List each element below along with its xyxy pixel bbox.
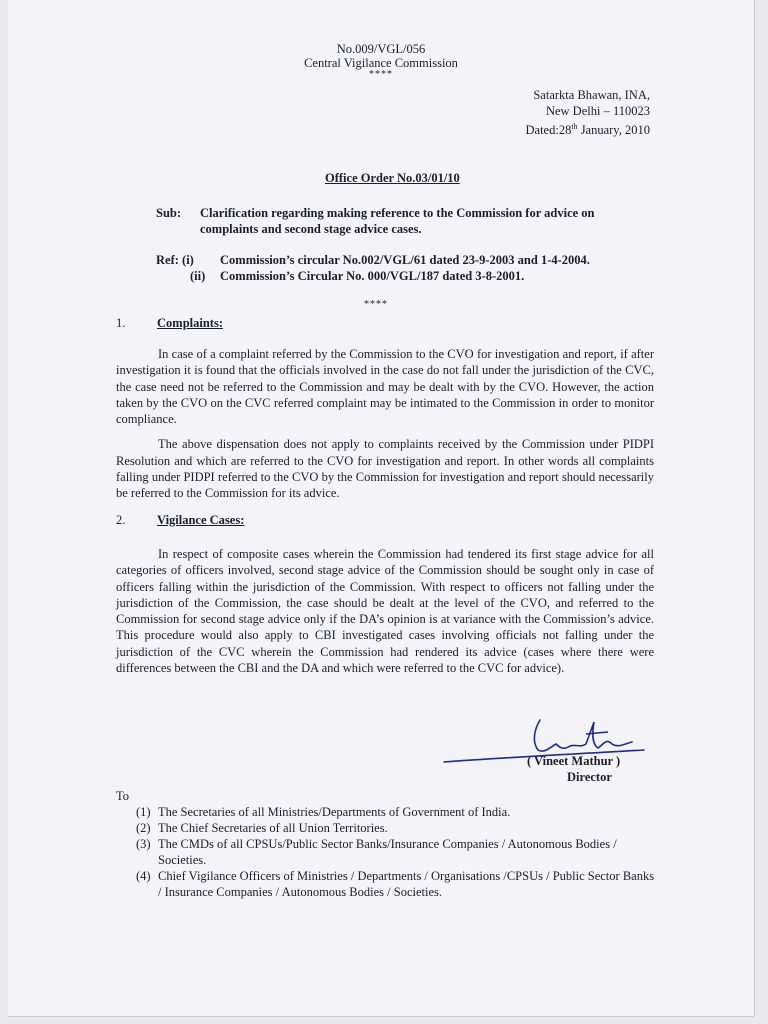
header-stars: **** — [369, 69, 393, 80]
section-1-title: Complaints: — [157, 316, 223, 330]
address-line-1: Satarkta Bhawan, INA, — [533, 88, 650, 102]
to-label: To — [116, 789, 130, 803]
document-page — [8, 0, 754, 1016]
section-1-para-2: The above dispensation does not apply to complaints received by the Commission under PIDPI Resolution and which are referred to the CVO for investigation and report. In other words all complaints falling under PIDPI referred to the CVO by the Commission for investigation and report should necessarily be referred to the Commission for its advice. — [116, 437, 654, 501]
subject-block — [156, 205, 595, 237]
letterhead — [8, 42, 754, 79]
recipient-3-number: (3) — [136, 837, 151, 851]
signatory-block — [527, 753, 620, 785]
signatory-name: ( Vineet Mathur ) — [527, 754, 621, 768]
list-item — [136, 820, 658, 836]
list-item — [136, 868, 658, 900]
list-item — [136, 836, 658, 868]
section-1-number: 1. — [116, 316, 126, 330]
recipient-1-text: The Secretaries of all Ministries/Departments of Government of India. — [158, 805, 511, 819]
section-1-para-1: In case of a complaint referred by the Commission to the CVO for investigation and report, if after investigation it is found that the officials involved in the case do not fall under the jurisdiction of the CVC, the case need not be referred to the Commission and may be dealt with by the CVO. However, the action taken by the CVO on the CVC referred complaint may be intimated to the Commission in order to monitor compliance. — [116, 347, 654, 427]
subject-line-1: Clarification regarding making reference to the Commission for advice on — [200, 206, 595, 220]
recipient-4-text: Chief Vigilance Officers of Ministries / Departments / Organisations /CPSUs / Public Sector Banks / Insurance Companies / Autonomous Bodies / Societies. — [158, 869, 655, 899]
recipient-2-text: The Chief Secretaries of all Union Territories. — [158, 821, 388, 835]
recipient-1-number: (1) — [136, 805, 151, 819]
address-block — [526, 88, 651, 139]
section-2-title: Vigilance Cases: — [157, 513, 245, 527]
subject-label: Sub: — [156, 206, 182, 220]
ref-item-1: Commission’s circular No.002/VGL/61 dated 23-9-2003 and 1-4-2004. — [220, 253, 590, 267]
organisation-name: Central Vigilance Commission — [304, 56, 458, 70]
section-2-para-1: In respect of composite cases wherein the Commission had tendered its first stage advice for all categories of officers involved, second stage advice of the Commission should be sought only in case of officers falling within the jurisdiction of the Commission. With respect to officers not falling under the jurisdiction of the Commission, the case should be dealt at the level of the CVO, and referred to the Commission for second stage advice only if the DA’s opinion is at variance with the Commission’s advice. This procedure would also apply to CBI investigated cases involving officials not falling under the jurisdiction of the CVC wherein the Commission had rendered its advice (cases where there were differences between the CBI and the DA and which were referred to the CVC for advice). — [116, 547, 654, 676]
order-title: Office Order No.03/01/10 — [325, 171, 460, 185]
recipient-2-number: (2) — [136, 821, 151, 835]
reference-number: No.009/VGL/056 — [336, 42, 426, 56]
section-2-number: 2. — [116, 513, 126, 527]
section-1-heading — [116, 316, 223, 331]
recipient-3-text: The CMDs of all CPSUs/Public Sector Banks/Insurance Companies / Autonomous Bodies / Societies. — [158, 837, 617, 867]
recipients-list — [136, 804, 658, 900]
section-2-heading — [116, 513, 244, 528]
divider-stars: **** — [364, 299, 388, 310]
date-line: Dated:28th January, 2010 — [525, 122, 650, 138]
section-1-body — [116, 346, 654, 502]
ref-label-1: Ref: (i) — [156, 253, 194, 267]
subject-line-2: complaints and second stage advice cases. — [200, 222, 422, 236]
signatory-title: Director — [567, 770, 612, 784]
references-block — [156, 252, 590, 284]
ref-item-2: Commission’s Circular No. 000/VGL/187 dated 3-8-2001. — [220, 269, 525, 283]
recipient-4-number: (4) — [136, 869, 151, 883]
section-2-body — [116, 546, 654, 676]
address-line-2: New Delhi – 110023 — [545, 103, 650, 118]
list-item — [136, 804, 658, 820]
ref-label-2: (ii) — [190, 269, 206, 283]
